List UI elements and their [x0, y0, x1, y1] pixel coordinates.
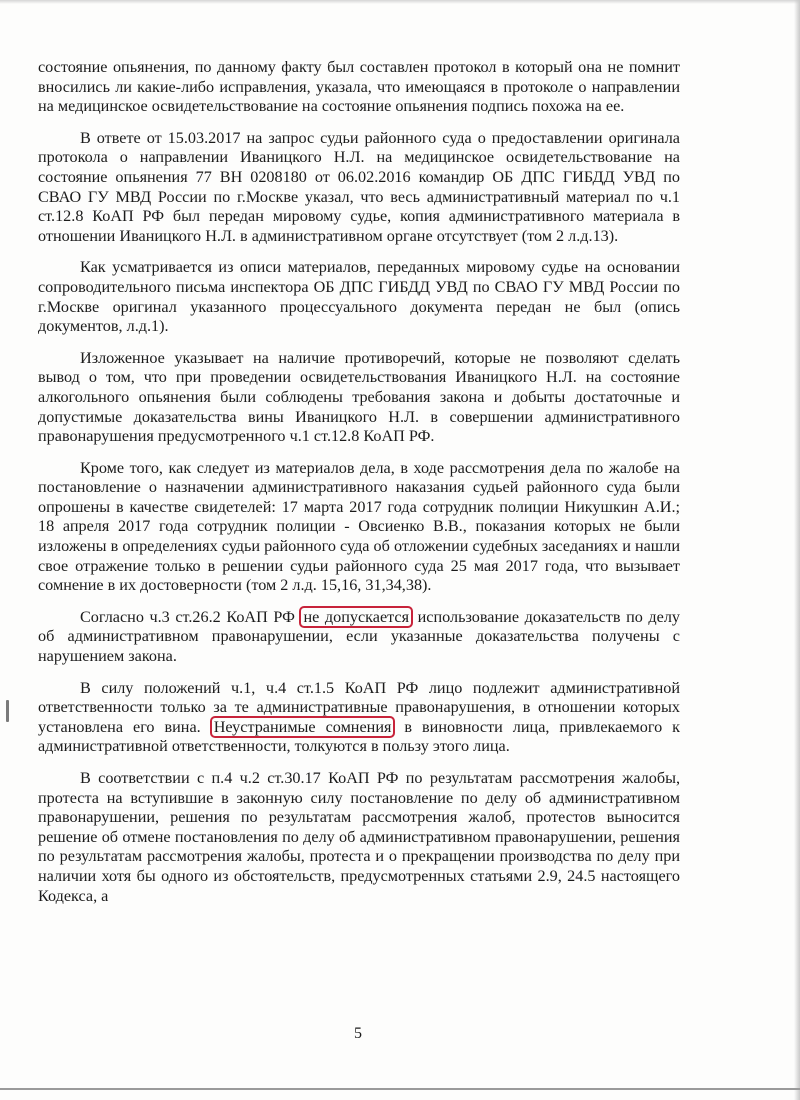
paragraph-4 — [38, 349, 680, 447]
paragraph-7 — [38, 679, 680, 757]
paragraph-2-text: В ответе от 15.03.2017 на запрос судьи районного суда о предоставлении оригинала протокола о направлении Иваницкого Н.Л. на медицинское освидетельствование на состояние опьянения 77 ВН 0208180 от 06.02.2016 командир ОБ ДПС ГИБДД УВД по СВАО ГУ МВД России по г.Москве указал, что весь административный материал по ч.1 ст.12.8 КоАП РФ был передан мировому судье, копия административного материала в отношении Иваницкого Н.Л. в административном органе отсутствует (том 2 л.д.13). — [38, 128, 680, 245]
scan-edge-right — [794, 0, 800, 1100]
margin-mark — [6, 700, 9, 722]
paragraph-3-text: Как усматривается из описи материалов, переданных мировому судье на основании сопроводительного письма инспектора ОБ ДПС ГИБДД УВД по СВАО ГУ МВД России по г.Москве оригинал указанного процессуального документа передан не был (опись документов, л.д.1). — [38, 258, 680, 336]
paragraph-6-text-before: Согласно ч.3 ст.26.2 КоАП РФ — [80, 607, 301, 626]
paragraph-5 — [38, 459, 680, 596]
highlighted-phrase-ne-dopuskaetsya: не допускается — [299, 606, 413, 628]
paragraph-8-text: В соответствии с п.4 ч.2 ст.30.17 КоАП РФ по результатам рассмотрения жалобы, протеста на вступившие в законную силу постановление по делу об административном правонарушении, решения по результатам рассмотрения жалоб, протестов выносится решение об отмене постановления по делу об административном правонарушении, решения по результатам рассмотрения жалобы, протеста и о прекращении производства по делу при наличии хотя бы одного из обстоятельств, предусмотренных статьями 2.9, 24.5 настоящего Кодекса, а — [38, 769, 680, 905]
paragraph-7-text-before: В силу положений ч.1, ч.4 ст.1.5 КоАП РФ лицо подлежит административной ответственности только за те административные правонарушения, в отношении которых установлена его вина. — [38, 678, 680, 736]
paragraph-6-text-after: использование доказательств по делу об административном правонарушении, если указанные доказательства получены с нарушением закона. — [38, 607, 680, 666]
highlighted-phrase-neustranimye-somneniya: Неустранимые сомнения — [210, 716, 396, 738]
scan-edge-top — [0, 0, 800, 4]
paragraph-3 — [38, 258, 680, 336]
paragraph-1-text: состояние опьянения, по данному факту был составлен протокол в который она не помнит вносились ли какие-либо исправления, указала, что имеющаяся в протоколе о направлении на медицинское освидетельствование на состояние опьянения подпись похожа на ее. — [38, 58, 680, 116]
paragraph-1 — [38, 58, 680, 117]
paragraph-4-text: Изложенное указывает на наличие противоречий, которые не позволяют сделать вывод о том, что при проведении освидетельствования Иваницкого Н.Л. на состояние алкогольного опьянения были соблюдены требования закона и добыты достаточные и допустимые доказательства вины Иваницкого Н.Л. в совершении административного правонарушения предусмотренного ч.1 ст.12.8 КоАП РФ. — [38, 348, 680, 446]
bottom-rule — [0, 1088, 800, 1090]
paragraph-2 — [38, 129, 680, 247]
document-text — [38, 58, 680, 918]
page-number: 5 — [354, 1025, 362, 1042]
paragraph-8 — [38, 769, 680, 906]
paragraph-5-text: Кроме того, как следует из материалов дела, в ходе рассмотрения дела по жалобе на постановление о назначении административного наказания судьей районного суда были опрошены в качестве свидетелей: 17 марта 2017 года сотрудник полиции Никушкин А.И.; 18 апреля 2017 года сотрудник полиции - Овсиенко В.В., показания которых не были изложены в определениях судьи районного суда об отложении судебных заседаниях и нашли свое отражение только в решении судьи районного суда 25 мая 2017 года, что вызывает сомнение в их достоверности (том 2 л.д. 15,16, 31,34,38). — [38, 458, 680, 595]
paragraph-7-text-after: в виновности лица, привлекаемого к административной ответственности, толкуются в пользу этого лица. — [38, 717, 681, 756]
paragraph-6 — [38, 608, 680, 667]
